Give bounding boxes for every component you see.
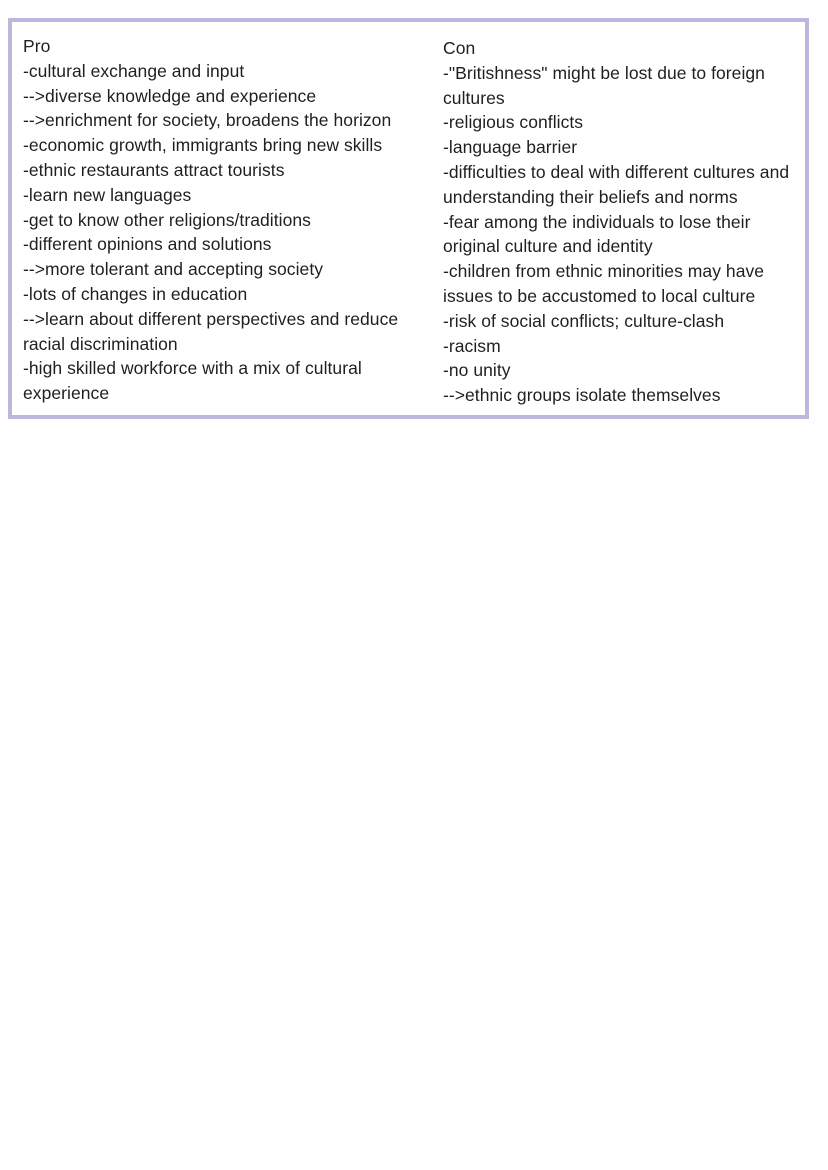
pro-item: -->learn about different perspectives and reduce racial discrimination	[23, 308, 399, 354]
pro-item: -lots of changes in education	[23, 283, 248, 304]
con-item: -language barrier	[443, 137, 578, 158]
con-item: -racism	[443, 335, 501, 356]
pro-item: -->more tolerant and accepting society	[23, 259, 324, 280]
con-item: -religious conflicts	[443, 112, 584, 133]
con-item: -->ethnic groups isolate themselves	[443, 385, 721, 406]
pro-item: -economic growth, immigrants bring new skills	[23, 135, 383, 156]
pro-column	[23, 34, 433, 406]
pro-item: -different opinions and solutions	[23, 234, 272, 255]
con-item: -no unity	[443, 360, 511, 381]
con-item: -children from ethnic minorities may have issues to be accustomed to local culture	[443, 261, 765, 306]
pro-heading: Pro	[23, 36, 51, 56]
pro-item: -ethnic restaurants attract tourists	[23, 159, 285, 180]
pro-item: -->diverse knowledge and experience	[23, 85, 317, 106]
con-item: -"Britishness" might be lost due to foreign cultures	[443, 62, 765, 108]
con-item: -difficulties to deal with different cultures and understanding their beliefs and norms	[443, 161, 790, 207]
pro-con-table	[8, 18, 809, 419]
pro-item: -high skilled workforce with a mix of cultural experience	[23, 358, 362, 404]
pro-item: -cultural exchange and input	[23, 60, 245, 81]
pro-item: -get to know other religions/traditions	[23, 209, 311, 230]
con-item: -risk of social conflicts; culture-clash	[443, 310, 725, 331]
con-item: -fear among the individuals to lose their original culture and identity	[443, 211, 751, 257]
con-column	[443, 34, 798, 408]
con-heading: Con	[443, 38, 476, 58]
pro-item: -learn new languages	[23, 184, 192, 205]
pro-item: -->enrichment for society, broadens the horizon	[23, 110, 392, 131]
